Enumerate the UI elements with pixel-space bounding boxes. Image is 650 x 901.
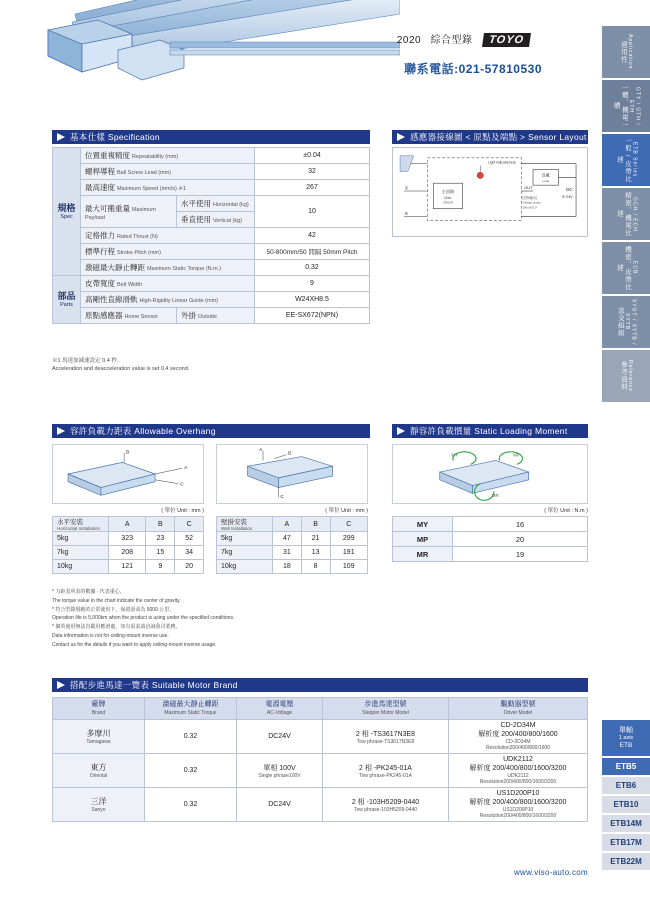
table-header-cell: 壁掛安裝 Wall Installation <box>217 517 273 532</box>
catalog-year: 2020 <box>396 35 422 46</box>
svg-text:藍: 藍 <box>404 211 409 216</box>
table-cell-voltage: DC24V <box>237 788 323 822</box>
side-tab-label: 適用性 <box>619 40 627 64</box>
table-header-row <box>53 698 588 720</box>
spec-label: 原點感應器 Home Sensor <box>81 308 177 324</box>
svg-text:Main: Main <box>444 195 452 200</box>
table-row <box>393 532 588 547</box>
motor-brand-panel <box>52 697 588 822</box>
table-cell: 47 <box>273 532 302 546</box>
table-row <box>53 546 204 560</box>
sidebar-item-gty-gth-eth[interactable] <box>602 80 650 132</box>
spec-value: 9 <box>255 276 370 292</box>
model-tab-etb5[interactable]: ETB5 <box>602 758 650 775</box>
overhang-unit-right: ( 單位 Unit : mm ) <box>325 508 368 514</box>
side-tab-label: 一體、機電一體 <box>612 83 628 129</box>
overhang-notes <box>52 588 234 649</box>
footer-website[interactable]: www.viso-auto.com <box>513 868 588 877</box>
sidebar-item-gch-ech[interactable] <box>602 188 650 240</box>
spec-label: 皮帶寬度 Belt Width <box>81 276 255 292</box>
table-cell: 16 <box>453 517 588 532</box>
spec-value: W24XH8.5 <box>255 292 370 308</box>
svg-text:MP: MP <box>513 452 520 458</box>
section-title-suitable-motor-brand: 搭配步進馬達一覽表 Suitable Motor Brand <box>52 678 588 692</box>
svg-text:MY: MY <box>451 452 458 458</box>
table-cell: 5kg <box>53 532 109 546</box>
svg-text:5~24V: 5~24V <box>562 194 573 199</box>
svg-text:C: C <box>180 482 184 488</box>
table-cell: 31 <box>273 546 302 560</box>
catalog-brand <box>397 30 530 48</box>
sensor-layout-panel <box>392 147 588 237</box>
model-tab-etb10[interactable]: ETB10 <box>602 796 650 813</box>
table-row <box>217 532 368 546</box>
table-cell-brand: 三洋 Sanyo <box>53 788 145 822</box>
static-loading-figure <box>392 444 588 504</box>
static-loading-panel <box>392 444 588 562</box>
section-title-allowable-overhang: 容許負載力距表 Allowable Overhang <box>52 424 370 438</box>
model-tab-etb6[interactable]: ETB6 <box>602 777 650 794</box>
overhang-horizontal-block <box>52 444 204 574</box>
svg-text:DC: DC <box>566 187 573 193</box>
spec-label: 螺桿導程 Ball Screw Lead (mm) <box>81 164 255 180</box>
table-cell: 20 <box>175 560 204 574</box>
table-row <box>53 308 370 324</box>
table-cell-driver: US1D200P10 解析度 200/400/800/1600/3200 US1D200P10 Resolution200/400/800/1600/3200 <box>449 788 588 822</box>
overhang-wall-table <box>216 516 368 574</box>
header-banner <box>0 0 600 110</box>
sidebar-item-application[interactable] <box>602 26 650 78</box>
motor-brand-table <box>52 697 588 822</box>
static-loading-unit: ( 單位 Unit : N.m ) <box>544 508 588 514</box>
table-row <box>217 517 368 532</box>
table-row <box>53 196 370 212</box>
sidebar-item-xy-series[interactable] <box>602 296 650 348</box>
catalog-label: 綜合型錄 <box>430 35 473 46</box>
table-cell: 18 <box>273 560 302 574</box>
svg-text:A: A <box>259 447 263 453</box>
spec-label: 定格推力 Rated Thrust (N) <box>81 228 255 244</box>
product-illustration <box>20 0 400 100</box>
section-title-specification: 基本仕樣 Specification <box>52 130 370 144</box>
svg-text:B: B <box>288 451 292 457</box>
spec-group-parts: 部品 Parts <box>53 276 81 324</box>
overhang-unit-left: ( 單位 Unit : mm ) <box>161 508 204 514</box>
spec-value: 50-800mm/50 間隔 50mm Pitch <box>255 244 370 260</box>
model-tab-etb17m[interactable]: ETB17M <box>602 834 650 851</box>
table-cell: 7kg <box>53 546 109 560</box>
side-tab-sublabel: GCH / ECH <box>631 196 638 232</box>
note-line: Operation life is 5,000km when the product is using under the specified conditions. <box>52 615 235 622</box>
table-row <box>53 720 588 754</box>
spec-value: 42 <box>255 228 370 244</box>
svg-text:Load: Load <box>542 179 550 184</box>
table-row <box>53 244 370 260</box>
side-tab-sublabel: Reference <box>627 359 634 393</box>
note-line: * 力距表所表的數據 · 代表重心。 <box>52 589 125 595</box>
table-row <box>53 148 370 164</box>
table-header-cell: 廠牌 Brand <box>53 698 145 720</box>
spec-group-spec: 規格 Spec <box>53 148 81 276</box>
side-tab-label: 精密、機電比速 <box>615 191 631 237</box>
table-cell: 13 <box>301 546 330 560</box>
table-row <box>217 560 368 574</box>
table-header-cell: 激磁最大靜止轉距 Maximum Static Torque <box>145 698 237 720</box>
note-line: * 符合型錄規範的正常使用下，保證壽命為 5000 公里。 <box>52 606 175 613</box>
table-cell: 208 <box>109 546 146 560</box>
spec-sublabel: 外掛 Outside <box>177 308 255 324</box>
side-tab-label: 參考資料 <box>619 361 627 391</box>
table-cell: 19 <box>453 547 588 562</box>
table-header-cell: B <box>146 517 175 532</box>
side-tab-label: 直交組組 <box>616 307 624 337</box>
note-line: Data information is not for ceiling-mount inverse use. <box>52 632 169 639</box>
svg-text:Voltage output: Voltage output <box>522 200 541 205</box>
spec-label: 最大可搬重量 Maximum Payload <box>81 196 177 228</box>
sidebar-item-etb-series[interactable] <box>602 134 650 186</box>
table-cell: 191 <box>330 546 368 560</box>
table-row <box>53 754 588 788</box>
note-line: Contact us for the details if you want to apply ceiling-mount inverse usage. <box>52 641 217 648</box>
side-tab-label: 一般 / 皮帶比速 <box>615 137 631 183</box>
table-cell: 9 <box>146 560 175 574</box>
specification-table <box>52 147 370 324</box>
table-cell-motor: 2 相 -TS3617N3E8 Tow phrase-TS3617N3E8 <box>323 720 449 754</box>
table-cell-driver: CD-2D34M 解析度 200/400/800/1600 CD-2D34M Resolution200/400/800/1600 <box>449 720 588 754</box>
spec-sublabel: 水平使用 Horizontal (kg) <box>177 196 255 212</box>
spec-label: 位置重複精度 Repeatability (mm) <box>81 148 255 164</box>
table-header-cell: C <box>175 517 204 532</box>
sensor-diagram <box>392 147 588 237</box>
side-tab-label: 機密、皮帶比速 <box>615 245 631 291</box>
side-tab-nav[interactable] <box>602 26 650 404</box>
section-title-sensor-layout: 感應器接線圖 < 原點及端點 > Sensor Layout <box>392 130 588 144</box>
model-tab-nav[interactable] <box>602 720 650 870</box>
toyo-logo: TOYO <box>482 33 531 47</box>
side-tab-sublabel: Application <box>627 34 634 70</box>
table-cell: 10kg <box>217 560 273 574</box>
table-cell: MP <box>393 532 453 547</box>
table-row <box>393 517 588 532</box>
table-cell: 121 <box>109 560 146 574</box>
spec-value: ±0.04 <box>255 148 370 164</box>
svg-text:負載: 負載 <box>541 172 550 178</box>
overhang-wall-svg <box>217 445 367 503</box>
table-cell: 23 <box>146 532 175 546</box>
model-tab-header-en1: 1 axis <box>618 735 634 742</box>
static-loading-svg <box>393 445 587 503</box>
table-cell-voltage: 單相 100V Single phrase100V <box>237 754 323 788</box>
table-cell: MR <box>393 547 453 562</box>
table-cell: 15 <box>146 546 175 560</box>
spec-footnote <box>52 357 189 374</box>
svg-text:黑: 黑 <box>404 186 409 191</box>
sidebar-item-reference[interactable] <box>602 350 650 402</box>
table-cell: 34 <box>175 546 204 560</box>
table-row <box>53 788 588 822</box>
table-cell: 7kg <box>217 546 273 560</box>
svg-text:OUT: OUT <box>524 185 533 191</box>
spec-value: 32 <box>255 164 370 180</box>
model-tab-header-cn: 單軸 <box>619 727 633 734</box>
table-header-cell: A <box>109 517 146 532</box>
spec-value: 10 <box>255 196 370 228</box>
svg-text:100mA以下: 100mA以下 <box>522 205 538 210</box>
overhang-panel <box>52 444 370 574</box>
spec-value: 0.32 <box>255 260 370 276</box>
table-row <box>53 560 204 574</box>
svg-text:C: C <box>280 495 284 501</box>
table-row <box>53 164 370 180</box>
table-cell: 8 <box>301 560 330 574</box>
table-cell-brand: 東方 Oriental <box>53 754 145 788</box>
spec-label: 標準行程 Stroke Pitch (mm) <box>81 244 255 260</box>
note-line: The torque value in the chart indicate the center of gravity. <box>52 597 181 604</box>
svg-text:A: A <box>184 466 188 472</box>
side-tab-sublabel: ECB <box>631 261 638 275</box>
table-cell: 5kg <box>217 532 273 546</box>
table-header-cell: C <box>330 517 368 532</box>
table-cell: 20 <box>453 532 588 547</box>
table-cell: MY <box>393 517 453 532</box>
table-cell: 299 <box>330 532 368 546</box>
svg-text:主回路: 主回路 <box>441 188 455 194</box>
table-cell-motor: 2 相 -103H5209-0440 Tow phrase-103H5209-0440 <box>323 788 449 822</box>
overhang-horizontal-figure <box>52 444 204 504</box>
spec-footnote-en: Acceleration and deacceleration value is set 0.4 second. <box>52 366 190 373</box>
table-row <box>53 532 204 546</box>
table-cell-torque: 0.32 <box>145 788 237 822</box>
table-header-cell: 電源電壓 AC-Voltage <box>237 698 323 720</box>
table-header-cell: 水平安裝 Horizontal Installation <box>53 517 109 532</box>
svg-text:(控制輸出): (控制輸出) <box>522 195 538 200</box>
table-header-cell: 驅動器型號 Driver Model <box>449 698 588 720</box>
model-tab-header <box>602 720 650 756</box>
svg-text:MR: MR <box>491 493 499 499</box>
note-line: * 個英使用無法直載用應滑處，如有需求請洽詢我司業務。 <box>52 624 181 630</box>
side-tab-sublabel: GTY / GTH / ETH <box>628 86 641 126</box>
table-cell-voltage: DC24V <box>237 720 323 754</box>
table-cell-torque: 0.32 <box>145 720 237 754</box>
svg-text:Light indicator(red): Light indicator(red) <box>488 160 516 165</box>
table-row <box>393 547 588 562</box>
model-tab-etb14m[interactable]: ETB14M <box>602 815 650 832</box>
spec-value: EE-SX672(NPN) <box>255 308 370 324</box>
svg-text:Circuit: Circuit <box>443 200 453 205</box>
table-cell: 10kg <box>53 560 109 574</box>
spec-sublabel: 垂直使用 Vertical (kg) <box>177 212 255 228</box>
spec-label: 最高速度 Maximum Speed (mm/s) ※1 <box>81 180 255 196</box>
model-tab-header-en2: ETB <box>619 742 633 750</box>
overhang-wall-block <box>216 444 368 574</box>
table-cell: 52 <box>175 532 204 546</box>
overhang-horizontal-svg <box>53 445 203 503</box>
table-cell-torque: 0.32 <box>145 754 237 788</box>
table-row <box>217 546 368 560</box>
table-header-cell: B <box>301 517 330 532</box>
table-cell-brand: 多摩川 Tamagawa <box>53 720 145 754</box>
overhang-wall-figure <box>216 444 368 504</box>
static-loading-table <box>392 516 588 562</box>
model-tab-etb22m[interactable]: ETB22M <box>602 853 650 870</box>
table-header-cell: A <box>273 517 302 532</box>
sidebar-item-ecb[interactable] <box>602 242 650 294</box>
sensor-circuit-svg <box>393 148 587 236</box>
table-row <box>53 260 370 276</box>
table-cell: 109 <box>330 560 368 574</box>
section-title-static-loading-moment: 靜容許負載慣量 Static Loading Moment <box>392 424 588 438</box>
side-tab-sublabel: XYGT / XYTB / XYTB <box>624 298 637 346</box>
side-tab-sublabel: ETB Series <box>631 142 638 178</box>
table-cell-driver: UDK2112 解析度 200/400/800/1600/3200 UDK2112 Resolution200/400/800/1600/3200 <box>449 754 588 788</box>
table-cell: 21 <box>301 532 330 546</box>
table-cell-motor: 2 相 -PK245-01A Tow phrase-PK245-01A <box>323 754 449 788</box>
table-row <box>53 228 370 244</box>
spec-label: 激磁最大靜止轉距 Maximum Static Torque (N.m.) <box>81 260 255 276</box>
table-row <box>53 517 204 532</box>
overhang-horizontal-table <box>52 516 204 574</box>
spec-value: 267 <box>255 180 370 196</box>
spec-footnote-cn: ※1 馬達加減速設定 0.4 秒。 <box>52 358 123 364</box>
table-row <box>53 180 370 196</box>
svg-text:B: B <box>126 450 130 456</box>
spec-label: 高剛性直線滑軌 High-Rigidity Linear Guide (mm) <box>81 292 255 308</box>
contact-phone: 聯系電話:021-57810530 <box>404 62 542 76</box>
table-header-cell: 步進馬達型號 Stepper Motor Model <box>323 698 449 720</box>
table-cell: 323 <box>109 532 146 546</box>
table-row <box>53 276 370 292</box>
table-row <box>53 292 370 308</box>
